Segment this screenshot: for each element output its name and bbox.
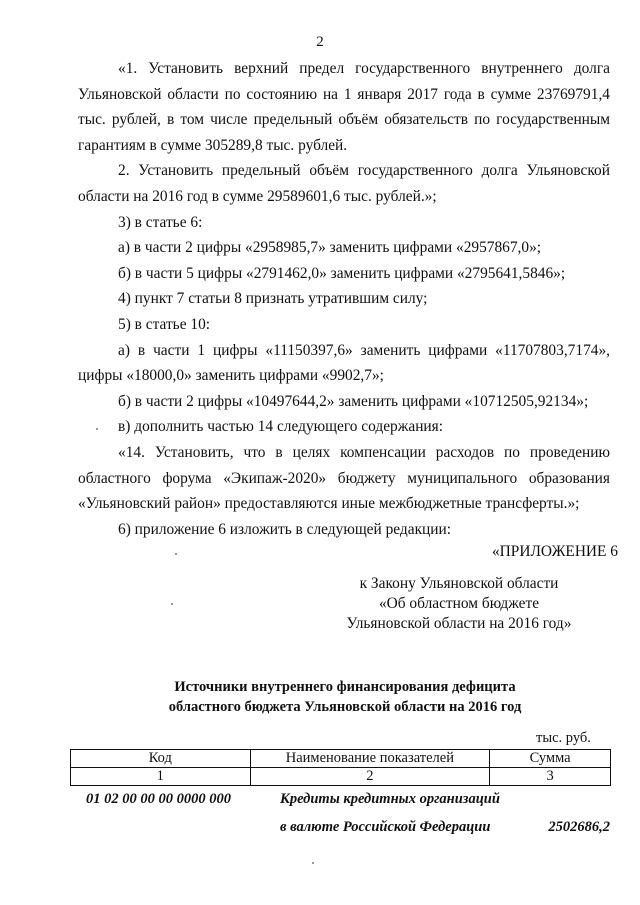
- table-title-line: Источники внутреннего финансирования дефицита: [174, 679, 516, 695]
- paragraph: б) в части 2 цифры «10497644,2» заменить цифрами «10712505,92134»;: [118, 392, 589, 410]
- paragraph: а) в части 2 цифры «2958985,7» заменить цифрами «2957867,0»;: [118, 239, 542, 257]
- paragraph: «14. Установить, что в целях компенсации расходов по проведению областного форума «Экипаж-2020» бюджету муниципального образования «Ульяновский район» предоставляются иные межбюджетные трансферты.»;: [78, 443, 610, 513]
- scan-speck: [312, 862, 314, 864]
- paragraph: а) в части 1 цифры «11150397,6» заменить цифрами «11707803,7174», цифры «18000,0» заменить цифрами «9902,7»;: [78, 341, 610, 385]
- header-cell-amount: Сумма: [490, 750, 611, 768]
- row-name-line: в валюте Российской Федерации: [280, 819, 491, 835]
- paragraph: б) в части 5 цифры «2791462,0» заменить цифрами «2795641,5846»;: [118, 264, 566, 282]
- paragraph: «1. Установить верхний предел государственного внутреннего долга Ульяновской области по состоянию на 1 января 2017 года в сумме 23769791,4 тыс. рублей, в том числе предельный объём обязательств по государственным гарантиям в сумме 305289,8 тыс. рублей.: [78, 60, 610, 154]
- column-number: 3: [490, 768, 611, 786]
- appendix-header: [300, 542, 618, 634]
- header-row: [71, 750, 611, 768]
- row-amount: 2502686,2: [548, 819, 610, 835]
- paragraph: 5) в статье 10:: [118, 315, 211, 333]
- header-cell-name: Наименование показателей: [250, 750, 490, 768]
- column-number: 2: [250, 768, 490, 786]
- appendix-title: «ПРИЛОЖЕНИЕ 6: [491, 543, 618, 560]
- scan-speck: [96, 428, 98, 430]
- appendix-line: Ульяновской области на 2016 год»: [346, 615, 572, 632]
- paragraph: в) дополнить частью 14 следующего содержания:: [118, 418, 444, 436]
- paragraph: 4) пункт 7 статьи 8 признать утратившим силу;: [118, 290, 428, 308]
- appendix-line: к Закону Ульяновской области: [359, 575, 559, 592]
- paragraph: 2. Установить предельный объём государственного долга Ульяновской области на 2016 год в сумме 29589601,6 тыс. рублей.»;: [78, 162, 610, 205]
- row-code: 01 02 00 00 00 0000 000: [86, 791, 231, 807]
- appendix-line: «Об областном бюджете: [378, 595, 540, 612]
- table-title-line: областного бюджета Ульяновской области на 2016 год: [168, 699, 522, 715]
- column-number-row: [71, 768, 611, 786]
- header-cell-code: Код: [71, 750, 251, 768]
- row-name-line: Кредиты кредитных организаций: [280, 791, 500, 807]
- units-label: тыс. руб.: [536, 730, 591, 746]
- scan-speck: [175, 553, 177, 555]
- table-header: [70, 749, 611, 786]
- page-number: 2: [316, 34, 324, 50]
- paragraph: 6) приложение 6 изложить в следующей редакции:: [118, 520, 452, 538]
- column-number: 1: [71, 768, 251, 786]
- paragraph: 3) в статье 6:: [118, 213, 203, 231]
- table-title: [80, 677, 610, 717]
- scan-speck: [171, 603, 173, 605]
- body-text: [78, 56, 610, 542]
